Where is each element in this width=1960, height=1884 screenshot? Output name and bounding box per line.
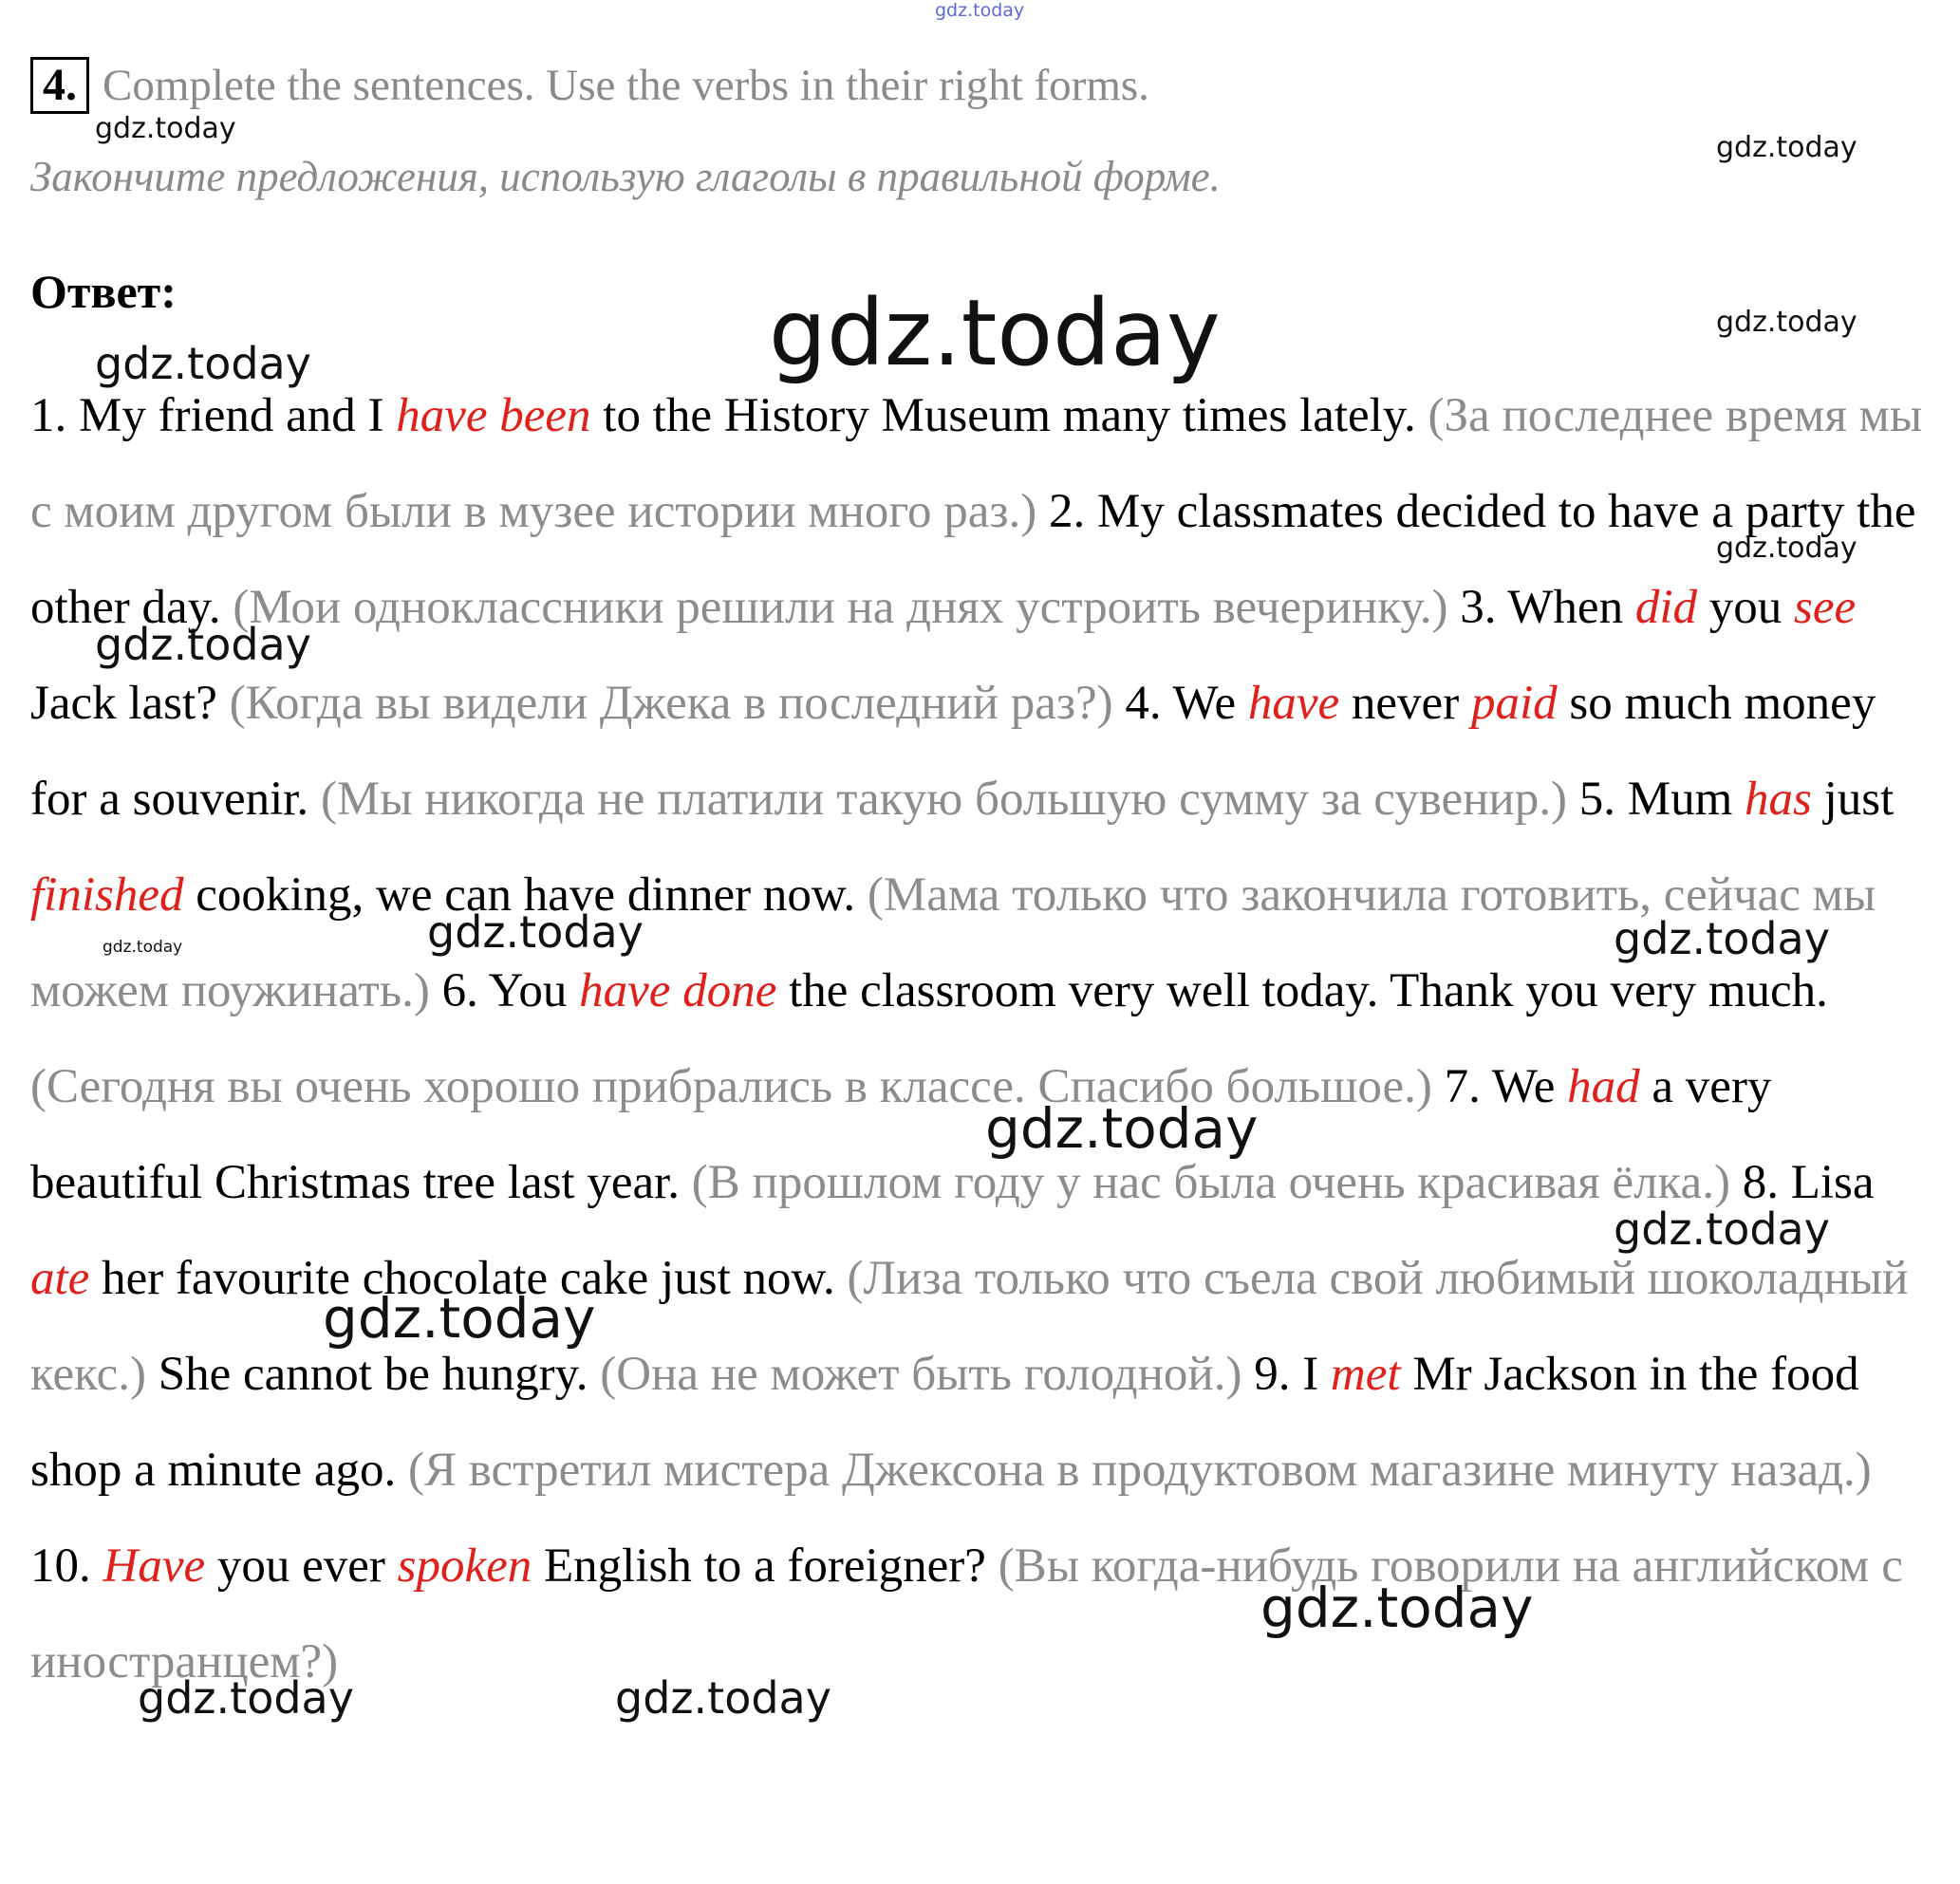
answer-verb: finished [30, 868, 184, 922]
answer-translation: (Мама только что закончила готовить, сейчас мы можем поужинать.) [30, 868, 1876, 1017]
answer-translation: (Сегодня вы очень хорошо прибрались в классе. Спасибо большое.) [30, 1060, 1432, 1113]
answer-translation: (Мои одноклассники решили на днях устроить вечеринку.) [233, 581, 1448, 634]
watermark: gdz.today [1614, 1203, 1830, 1255]
answer-sentence-text: cooking, we can have dinner now. [183, 868, 868, 922]
answer-verb: see [1794, 581, 1857, 634]
answer-label: Ответ: [30, 265, 177, 318]
answer-translation: (Она не может быть голодной.) [600, 1348, 1242, 1401]
watermark: gdz.today [323, 1286, 596, 1351]
answer-text [30, 368, 1938, 1710]
answer-sentence-text: 10. [30, 1539, 103, 1593]
answer-translation: (Я встретил мистера Джексона в продуктовом магазине минуту назад.) [408, 1444, 1872, 1497]
answer-sentence-text: 4. We [1112, 677, 1248, 730]
answer-sentence-text: 7. We [1431, 1060, 1568, 1113]
task-translation: Закончите предложения, использую глаголы в правильной форме. [30, 153, 1221, 200]
answer-sentence-text: Jack last? [30, 677, 230, 730]
site-mark[interactable]: gdz.today [935, 0, 1025, 21]
answer-verb: have [1247, 677, 1340, 730]
task-header [30, 55, 1149, 116]
answer-sentence-text: the classroom very well today. Thank you very much. [776, 964, 1828, 1017]
answer-verb: had [1567, 1060, 1640, 1113]
watermark: gdz.today [615, 1672, 831, 1724]
watermark: gdz.today [1716, 532, 1857, 565]
answer-verb: did [1634, 581, 1697, 634]
answer-sentence-text: 2. My classmates decided to have a party the other day. [30, 485, 1916, 634]
watermark: gdz.today [427, 906, 644, 958]
answer-translation: (Мы никогда не платили такую большую сумму за сувенир.) [320, 773, 1567, 826]
watermark: gdz.today [1716, 306, 1857, 339]
watermark: gdz.today [769, 280, 1221, 386]
answer-verb: met [1330, 1348, 1401, 1401]
answer-sentence-text: so much money for a souvenir. [30, 677, 1876, 826]
answer-sentence-text: never [1339, 677, 1471, 730]
answer-sentence-text: 9. I [1241, 1348, 1331, 1401]
watermark: gdz.today [985, 1096, 1259, 1161]
answer-translation: (Лиза только что съела свой любимый шоколадный кекс.) [30, 1252, 1909, 1401]
answer-sentence-text: English to a foreigner? [532, 1539, 999, 1593]
answer-translation: (Вы когда-нибудь говорили на английском с иностранцем?) [30, 1539, 1903, 1688]
answer-sentence-text: to the History Museum many times lately. [590, 389, 1428, 442]
task-number: 4. [30, 57, 89, 114]
task-instruction: Complete the sentences. Use the verbs in their right forms. [103, 61, 1149, 110]
watermark: gdz.today [95, 619, 311, 670]
answer-sentence-text: just [1811, 773, 1895, 826]
answer-sentence-text: 8. Lisa [1729, 1156, 1875, 1209]
answer-sentence-text: you [1697, 581, 1794, 634]
answer-verb: paid [1470, 677, 1558, 730]
answer-sentence-text: 6. You [429, 964, 580, 1017]
watermark: gdz.today [1260, 1576, 1534, 1640]
answer-sentence-text: She cannot be hungry. [146, 1348, 601, 1401]
answer-verb: has [1745, 773, 1812, 826]
answer-sentence-text: Mr Jackson in the food shop a minute ago. [30, 1348, 1859, 1497]
answer-verb: spoken [397, 1539, 532, 1593]
answer-verb: have done [579, 964, 777, 1017]
answer-verb: Have [103, 1539, 206, 1593]
watermark: gdz.today [95, 112, 236, 145]
watermark: gdz.today [138, 1672, 354, 1724]
answer-sentence-text: 5. Mum [1566, 773, 1745, 826]
watermark: gdz.today [1614, 913, 1830, 964]
answer-verb: have been [396, 389, 591, 442]
answer-sentence-text: 1. My friend and I [30, 389, 397, 442]
watermark: gdz.today [1716, 131, 1857, 164]
answer-translation: (В прошлом году у нас была очень красивая ёлка.) [691, 1156, 1730, 1209]
answer-verb: ate [30, 1252, 90, 1305]
answer-translation: (За последнее время мы с моим другом были в музее истории много раз.) [30, 389, 1923, 538]
answer-sentence-text: 3. When [1447, 581, 1635, 634]
answer-sentence-text: her favourite chocolate cake just now. [89, 1252, 848, 1305]
answer-sentence-text: a very beautiful Christmas tree last year. [30, 1060, 1772, 1209]
answer-sentence-text: you ever [205, 1539, 398, 1593]
answer-translation: (Когда вы видели Джека в последний раз?) [229, 677, 1113, 730]
watermark: gdz.today [95, 338, 311, 389]
watermark: gdz.today [103, 938, 183, 957]
